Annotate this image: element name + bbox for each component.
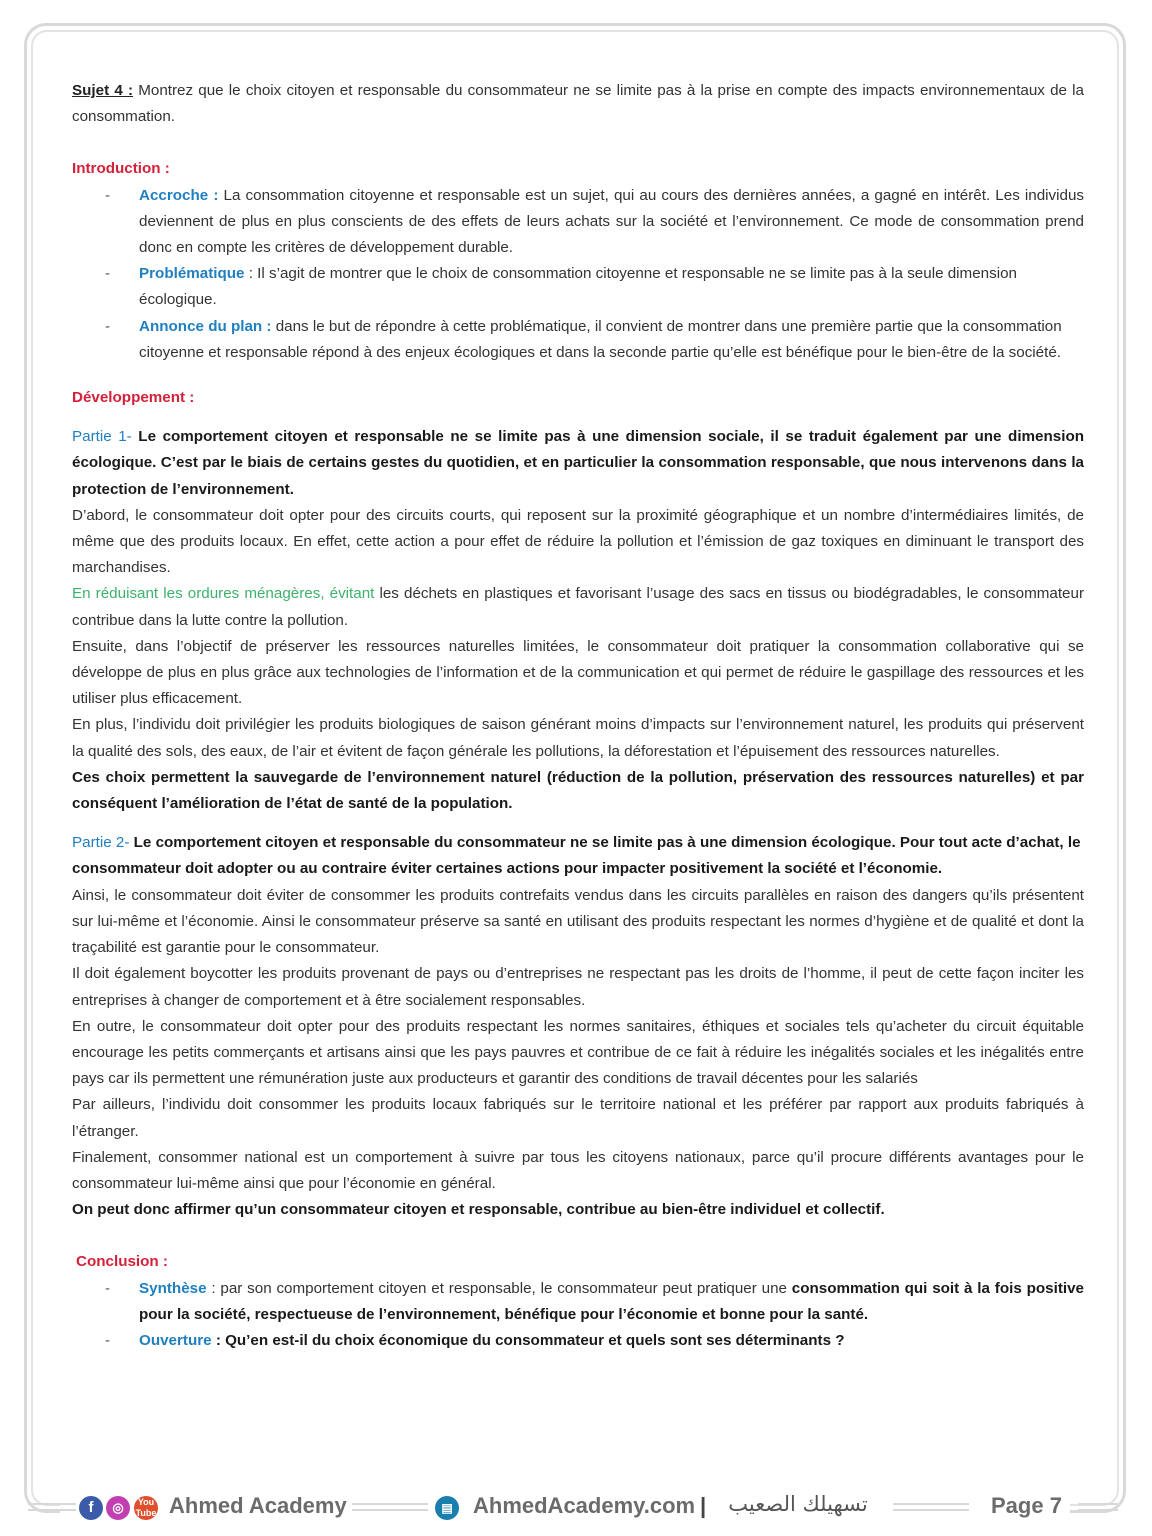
facebook-icon[interactable]: f xyxy=(79,1496,103,1520)
part2-conclusion: On peut donc affirmer qu’un consommateur citoyen et responsable, contribue au bien-être individuel et collectif. xyxy=(72,1201,885,1219)
introduction-heading: Introduction : xyxy=(72,160,170,178)
part1-title-text: Le comportement citoyen et responsable ne se limite pas à une dimension sociale, il se traduit également par une dimension écologique. C’est par le biais de certains gestes du quotidien, et en particulier la consommation responsable, que nous intervenons dans la protection de l’environnement. xyxy=(72,428,1084,498)
list-item-accroche xyxy=(72,183,1084,262)
synthese-text: : par son comportement citoyen et responsable, le consommateur peut pratiquer une xyxy=(206,1279,792,1297)
page-footer xyxy=(0,1490,1152,1526)
part2-title-text: Le comportement citoyen et responsable du consommateur ne se limite pas à une dimension écologique. Pour tout acte d’achat, le consommateur doit adopter ou au contraire éviter certaines actions pour impacter positivement la société et l’économie. xyxy=(72,834,1081,878)
part1-paragraph-4: En plus, l’individu doit privilégier les produits biologiques de saison générant moins d’impacts sur l’environnement naturel, les produits qui préservent la qualité des sols, des eaux, de l’air et évitent de façon générale les pollutions, la déforestation et l’épuisement des ressources naturelles. xyxy=(72,716,1084,760)
subject-statement xyxy=(72,78,1084,130)
development-heading: Développement : xyxy=(72,389,195,407)
conclusion-heading: Conclusion : xyxy=(76,1253,168,1271)
part2-label: Partie 2- xyxy=(72,834,130,852)
part2-paragraph-1: Ainsi, le consommateur doit éviter de consommer les produits contrefaits vendus dans les circuits parallèles en raison des dangers qu’ils présentent sur lui-même et l’économie. Ainsi le consommateur préserve sa santé en utilisant des produits respectant les normes d’hygiène et de qualité et dont la traçabilité est garantie pour le consommateur. xyxy=(72,886,1084,957)
introduction-list xyxy=(72,183,1084,366)
ouverture-label: Ouverture xyxy=(139,1331,212,1349)
annonce-plan-text: dans le but de répondre à cette problématique, il convient de montrer dans une première partie que la consommation citoyenne et responsable répond à des enjeux écologiques et dans la seconde partie qu’elle est bénéfique pour le bien-être de la société. xyxy=(139,317,1062,361)
part2-paragraph-4: Par ailleurs, l’individu doit consommer les produits locaux fabriqués sur le territoire national et les préférer par rapport aux produits fabriqués à l’étranger. xyxy=(72,1096,1084,1140)
part1-paragraph-2 xyxy=(72,581,1084,633)
youtube-icon[interactable]: You Tube xyxy=(135,1497,157,1518)
footer-website[interactable]: AhmedAcademy.com xyxy=(473,1493,696,1518)
accroche-text: La consommation citoyenne et responsable est un sujet, qui au cours des dernières années, a gagné en intérêt. Les individus deviennent de plus en plus conscients de des effets de leurs achats sur la société et l’environnement. Ce mode de consommation prend donc en compte les critères de développement durable. xyxy=(139,186,1084,257)
part2-paragraph-3: En outre, le consommateur doit opter pour des produits respectant les normes sanitaires, éthiques et sociales tels qu’acheter du circuit équitable encourage les petits commerçants et artisans ainsi que les pays pauvres et contribue de ce fait à réduire les inégalités sociales et les inégalités entre pays car ils permettent une rémunération juste aux producteurs et garantir des conditions de travail décentes pour les salariés xyxy=(72,1017,1084,1088)
conclusion-list xyxy=(72,1276,1084,1355)
footer-rule-end xyxy=(1078,1503,1118,1511)
list-item-annonce-plan xyxy=(72,314,1084,366)
part1-conclusion: Ces choix permettent la sauvegarde de l’environnement naturel (réduction de la pollution, préservation des ressources naturelles) et par conséquent l’amélioration de l’état de santé de la population. xyxy=(72,768,1084,813)
part1-title xyxy=(72,424,1084,503)
problematique-label: Problématique xyxy=(139,265,245,283)
part1-green-highlight: En réduisant les ordures ménagères, évitant xyxy=(72,585,375,603)
accroche-label: Accroche : xyxy=(139,186,219,204)
ouverture-text: : Qu’en est-il du choix économique du consommateur et quels sont ses déterminants ? xyxy=(211,1331,845,1349)
part2-paragraph-5: Finalement, consommer national est un comportement à suivre par tous les citoyens nationaux, parce qu’il procure différents avantages pour le consommateur lui-même ainsi que pour l’économie en général. xyxy=(72,1148,1084,1192)
footer-rule-left xyxy=(28,1503,76,1511)
list-item-synthese xyxy=(72,1276,1084,1328)
academy-logo-icon: ▤ xyxy=(435,1496,459,1520)
footer-rule-mid xyxy=(352,1503,428,1511)
document-body xyxy=(72,78,1084,1354)
part1-paragraph-2-rest: les déchets en plastiques et favorisant l’usage des sacs en tissus ou biodégradables, le consommateur contribue dans la lutte contre la pollution. xyxy=(72,585,1085,629)
synthese-bold-text: consommation qui soit à la fois positive pour la société, respectueuse de l’environnement, bénéfique pour l’économie et bonne pour la santé. xyxy=(139,1279,1084,1323)
footer-arabic-slogan: تسهيلك الصعيب xyxy=(728,1492,868,1516)
part2-title xyxy=(72,830,1084,882)
synthese-label: Synthèse xyxy=(139,1279,207,1297)
problematique-text: : Il s’agit de montrer que le choix de consommation citoyenne et responsable ne se limite pas à la seule dimension écologique. xyxy=(139,265,1017,309)
part1-paragraph-3: Ensuite, dans l’objectif de préserver les ressources naturelles limitées, le consommateur doit pratiquer la consommation collaborative qui se développe de plus en plus grâce aux technologies de l’information et de la communication et qui permet de réduire le gaspillage des ressources et les utiliser plus efficacement. xyxy=(72,637,1084,708)
subject-label: Sujet 4 : xyxy=(72,82,134,99)
footer-separator: | xyxy=(700,1493,707,1518)
part1-label: Partie 1- xyxy=(72,428,132,446)
instagram-icon[interactable]: ◎ xyxy=(106,1496,130,1520)
footer-rule-right xyxy=(893,1503,969,1511)
annonce-plan-label: Annonce du plan : xyxy=(139,317,272,335)
part2-paragraph-2: Il doit également boycotter les produits provenant de pays ou d’entreprises ne respectant pas les droits de l’homme, il peut de cette façon inciter les entreprises à changer de comportement et à être socialement responsables. xyxy=(72,965,1084,1009)
list-item-ouverture xyxy=(72,1328,1084,1354)
footer-brand: Ahmed Academy xyxy=(169,1493,347,1518)
part1-paragraph-1: D’abord, le consommateur doit opter pour des circuits courts, qui reposent sur la proximité géographique et un nombre d’intermédiaires limités, de même que des produits locaux. En effet, cette action a pour effet de réduire la pollution et l’émission de gaz toxiques en diminuant le transport des marchandises. xyxy=(72,506,1084,577)
subject-text: Montrez que le choix citoyen et responsable du consommateur ne se limite pas à la prise en compte des impacts environnementaux de la consommation. xyxy=(72,82,1084,126)
page-number: Page 7 xyxy=(991,1493,1062,1518)
list-item-problematique xyxy=(72,261,1084,313)
